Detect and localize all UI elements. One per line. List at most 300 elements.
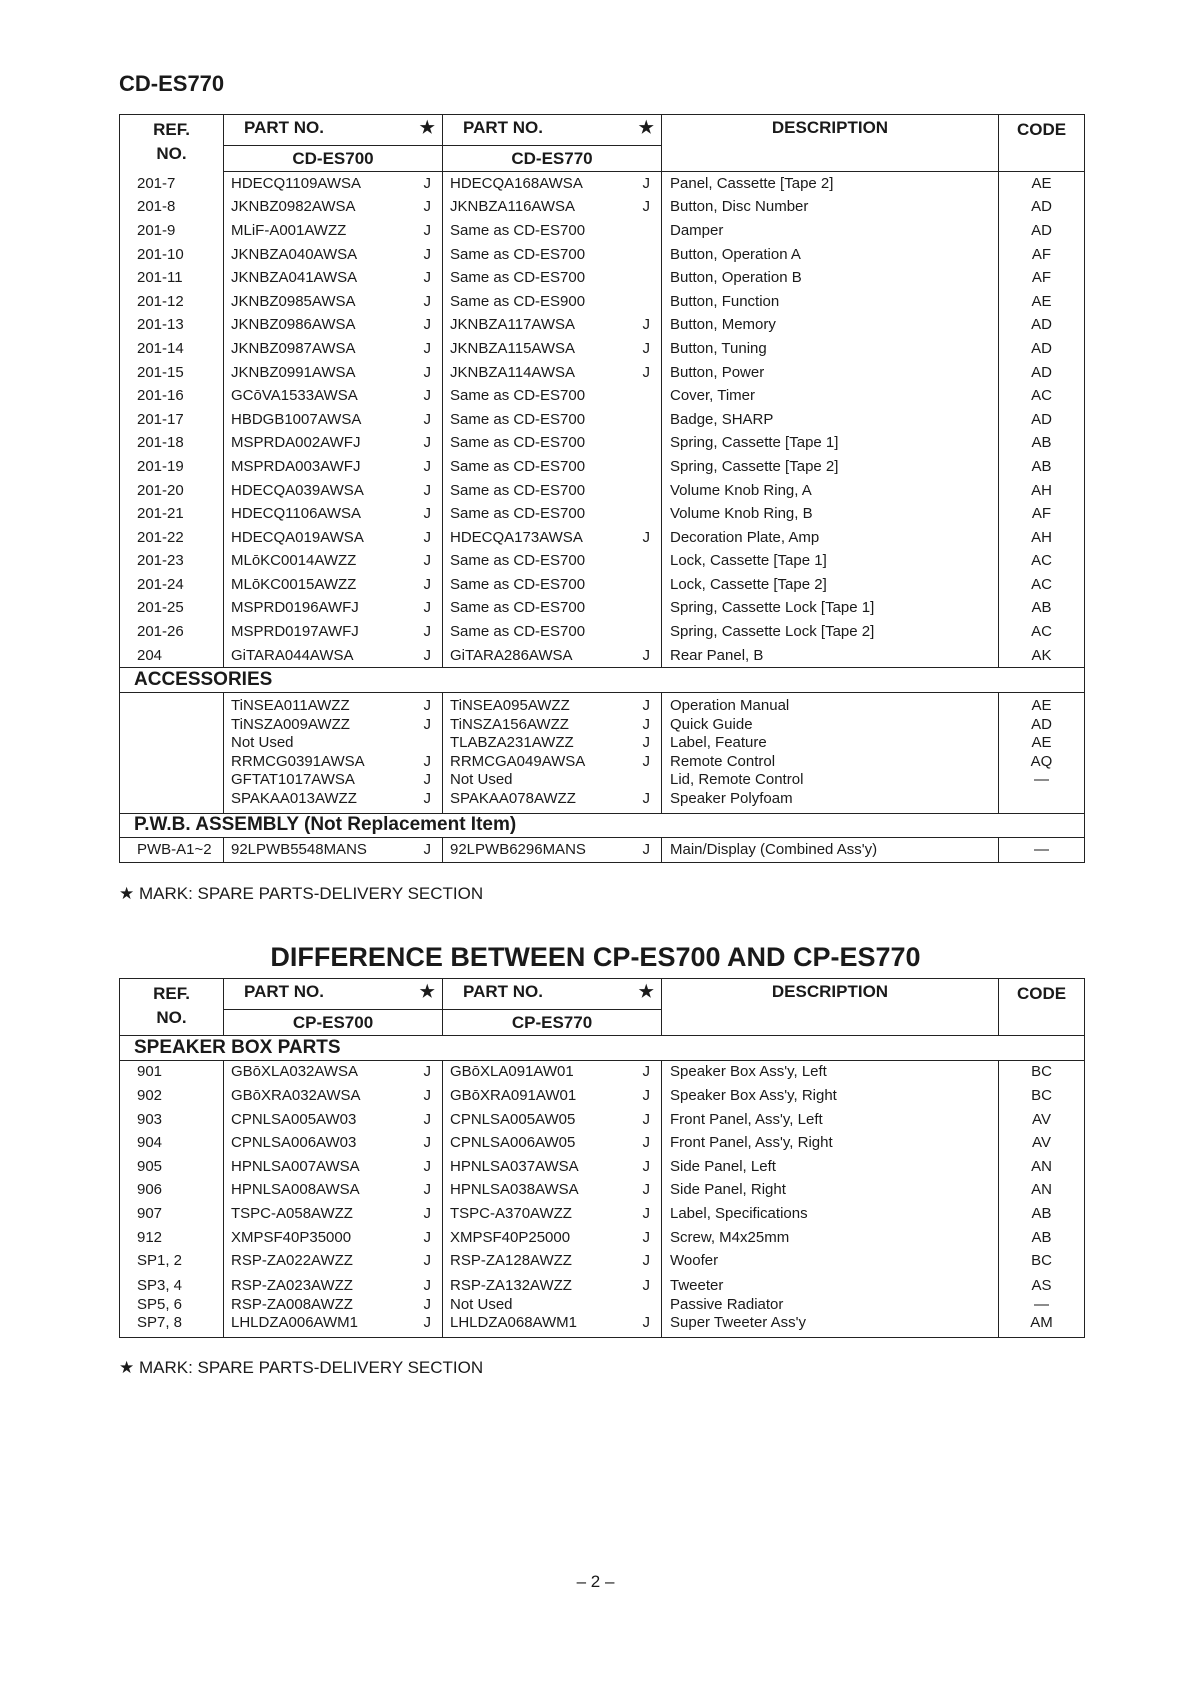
part-no-1-cell: RSP-ZA022AWZZ — [224, 1249, 413, 1273]
table-row — [120, 620, 1085, 644]
list-item: RSP-ZA008AWZZ — [231, 1295, 353, 1313]
star-1-cell: J — [413, 408, 443, 432]
code-cell: BC — [999, 1060, 1085, 1084]
part-no-2-cell: Same as CD-ES700 — [443, 408, 632, 432]
accessories-code — [999, 693, 1085, 814]
ref-no-cell: 201-8 — [120, 196, 224, 220]
code-cell: AN — [999, 1179, 1085, 1203]
ref-no-cell: 201-25 — [120, 597, 224, 621]
list-item: J — [423, 752, 431, 770]
star-1-cell: J — [413, 219, 443, 243]
accessories-ref-cell — [120, 693, 224, 814]
list-item: RRMCG0391AWSA — [231, 752, 365, 770]
speaker-compact-block — [120, 1273, 1085, 1337]
code-cell: AD — [999, 361, 1085, 385]
part-no-header-2: PART NO. — [443, 115, 632, 146]
description-cell: Badge, SHARP — [662, 408, 999, 432]
part-no-2-cell: Same as CD-ES700 — [443, 573, 632, 597]
star-1-cell: J — [413, 597, 443, 621]
star-2-cell — [632, 479, 662, 503]
pwb-section-title: P.W.B. ASSEMBLY (Not Replacement Item) — [120, 813, 1085, 838]
star-1-cell: J — [413, 1179, 443, 1203]
star-1-cell: J — [413, 243, 443, 267]
list-item: TiNSZA009AWZZ — [231, 715, 350, 733]
part-no-2-cell: Same as CD-ES700 — [443, 597, 632, 621]
star-1-cell: J — [413, 1249, 443, 1273]
accessories-star-1 — [413, 693, 443, 814]
star-1-cell: J — [413, 314, 443, 338]
list-item: J — [423, 1295, 431, 1313]
star-1-cell: J — [413, 432, 443, 456]
list-item: AE — [1031, 734, 1052, 752]
code-cell: AF — [999, 266, 1085, 290]
description-cell: Spring, Cassette Lock [Tape 1] — [662, 597, 999, 621]
description-cell: Decoration Plate, Amp — [662, 526, 999, 550]
star-2-cell — [632, 266, 662, 290]
table-row — [120, 384, 1085, 408]
star-2-cell: J — [632, 172, 662, 196]
part-no-1-cell: HPNLSA008AWSA — [224, 1179, 413, 1203]
list-item: Not Used — [450, 771, 513, 789]
star-1-cell: J — [413, 384, 443, 408]
code-cell: AD — [999, 337, 1085, 361]
star-2-cell — [632, 550, 662, 574]
star-2-cell: J — [632, 1060, 662, 1084]
list-item: Operation Manual — [670, 697, 790, 715]
description-cell: Button, Operation A — [662, 243, 999, 267]
accessories-part-no-2 — [443, 693, 632, 814]
code-header: CODE — [999, 979, 1085, 1036]
list-item — [632, 771, 662, 790]
star-1-cell: J — [413, 644, 443, 668]
star-2-cell — [632, 243, 662, 267]
part-no-1-cell: HDECQ1106AWSA — [224, 502, 413, 526]
part-no-2-cell: JKNBZA117AWSA — [443, 314, 632, 338]
description-cell: Lock, Cassette [Tape 1] — [662, 550, 999, 574]
star-2-cell — [632, 502, 662, 526]
table-row — [120, 1155, 1085, 1179]
part-no-1-cell: GCōVA1533AWSA — [224, 384, 413, 408]
description-cell: Spring, Cassette Lock [Tape 2] — [662, 620, 999, 644]
speaker-part-no-1 — [224, 1273, 413, 1337]
star-2-cell — [632, 290, 662, 314]
ref-no-cell: 201-17 — [120, 408, 224, 432]
accessories-part-no-1 — [224, 693, 413, 814]
star-1-cell: J — [413, 361, 443, 385]
ref-no-cell: 201-18 — [120, 432, 224, 456]
accessories-description — [662, 693, 999, 814]
code-cell: AB — [999, 432, 1085, 456]
star-1-cell: J — [413, 1155, 443, 1179]
part-no-1-cell: JKNBZ0986AWSA — [224, 314, 413, 338]
description-header: DESCRIPTION — [662, 115, 999, 172]
part-no-header-1: PART NO. — [224, 115, 413, 146]
ref-no-cell: 904 — [120, 1131, 224, 1155]
code-cell: AH — [999, 479, 1085, 503]
list-item: — — [1034, 1295, 1049, 1313]
list-item: J — [642, 752, 650, 770]
ref-no-cell: 201-23 — [120, 550, 224, 574]
list-item — [999, 790, 1084, 809]
description-cell: Main/Display (Combined Ass'y) — [662, 838, 999, 863]
list-item: SPAKAA078AWZZ — [450, 790, 576, 808]
table-row — [120, 361, 1085, 385]
model-header-1: CP-ES700 — [224, 1010, 443, 1036]
table-row — [120, 1131, 1085, 1155]
list-item: Lid, Remote Control — [670, 771, 804, 789]
star-header-1: ★ — [413, 115, 443, 146]
ref-no-cell: SP1, 2 — [120, 1249, 224, 1273]
part-no-2-cell: HPNLSA038AWSA — [443, 1179, 632, 1203]
description-cell: Lock, Cassette [Tape 2] — [662, 573, 999, 597]
part-no-1-cell: GBōXRA032AWSA — [224, 1084, 413, 1108]
footnote-star-mark: ★ MARK: SPARE PARTS-DELIVERY SECTION — [119, 884, 484, 903]
part-no-2-cell: Same as CD-ES700 — [443, 243, 632, 267]
ref-no-cell: 201-15 — [120, 361, 224, 385]
code-cell: AC — [999, 620, 1085, 644]
list-item: TiNSEA011AWZZ — [231, 697, 350, 715]
accessories-section-title: ACCESSORIES — [120, 668, 1085, 693]
table-row — [120, 1202, 1085, 1226]
part-no-1-cell: MSPRD0196AWFJ — [224, 597, 413, 621]
list-item: AD — [1031, 715, 1052, 733]
part-no-1-cell: HDECQA019AWSA — [224, 526, 413, 550]
ref-no-cell: 204 — [120, 644, 224, 668]
part-no-2-cell: Same as CD-ES900 — [443, 290, 632, 314]
star-1-cell: J — [413, 573, 443, 597]
star-1-cell: J — [413, 337, 443, 361]
list-item: J — [423, 697, 431, 715]
ref-no-cell: 201-13 — [120, 314, 224, 338]
list-item: SP3, 4 — [137, 1276, 183, 1294]
speaker-box-section-title: SPEAKER BOX PARTS — [120, 1036, 1085, 1061]
description-cell: Rear Panel, B — [662, 644, 999, 668]
part-no-1-cell: MLōKC0014AWZZ — [224, 550, 413, 574]
ref-no-header: REF. NO. — [120, 979, 224, 1036]
table-row — [120, 479, 1085, 503]
description-cell: Spring, Cassette [Tape 1] — [662, 432, 999, 456]
ref-no-cell: 201-21 — [120, 502, 224, 526]
part-no-2-cell: GBōXRA091AW01 — [443, 1084, 632, 1108]
star-2-cell — [632, 455, 662, 479]
list-item: SP7, 8 — [137, 1314, 183, 1332]
description-cell: Volume Knob Ring, B — [662, 502, 999, 526]
table-row — [120, 408, 1085, 432]
table-row — [120, 1084, 1085, 1108]
description-cell: Cover, Timer — [662, 384, 999, 408]
part-no-2-cell: XMPSF40P25000 — [443, 1226, 632, 1250]
part-no-1-cell: JKNBZ0987AWSA — [224, 337, 413, 361]
star-2-cell: J — [632, 1084, 662, 1108]
list-item: TiNSEA095AWZZ — [450, 697, 570, 715]
code-cell: AD — [999, 408, 1085, 432]
table-row — [120, 243, 1085, 267]
ref-no-cell: 905 — [120, 1155, 224, 1179]
code-cell: AB — [999, 1202, 1085, 1226]
ref-no-cell: 906 — [120, 1179, 224, 1203]
accessories-star-2 — [632, 693, 662, 814]
ref-no-cell: 907 — [120, 1202, 224, 1226]
description-header: DESCRIPTION — [662, 979, 999, 1036]
speaker-star-2 — [632, 1273, 662, 1337]
footnote-star-mark: ★ MARK: SPARE PARTS-DELIVERY SECTION — [119, 1358, 484, 1377]
star-1-cell: J — [413, 1226, 443, 1250]
description-cell: Front Panel, Ass'y, Left — [662, 1108, 999, 1132]
table-row — [120, 1226, 1085, 1250]
list-item: J — [423, 1314, 431, 1332]
description-cell: Button, Tuning — [662, 337, 999, 361]
star-1-cell: J — [413, 196, 443, 220]
description-cell: Damper — [662, 219, 999, 243]
star-2-cell: J — [632, 196, 662, 220]
list-item: Super Tweeter Ass'y — [670, 1314, 806, 1332]
table-row — [120, 1179, 1085, 1203]
star-2-cell: J — [632, 1108, 662, 1132]
part-no-1-cell: MSPRDA003AWFJ — [224, 455, 413, 479]
star-2-cell: J — [632, 526, 662, 550]
code-cell: AD — [999, 196, 1085, 220]
part-no-2-cell: Same as CD-ES700 — [443, 266, 632, 290]
part-no-1-cell: HPNLSA007AWSA — [224, 1155, 413, 1179]
part-no-1-cell: MLiF-A001AWZZ — [224, 219, 413, 243]
description-cell: Woofer — [662, 1249, 999, 1273]
list-item: J — [642, 715, 650, 733]
part-no-2-cell: Same as CD-ES700 — [443, 455, 632, 479]
star-2-cell: J — [632, 644, 662, 668]
list-item: TLABZA231AWZZ — [450, 734, 574, 752]
code-cell: AV — [999, 1131, 1085, 1155]
page-number: – 2 – — [576, 1572, 615, 1591]
ref-no-cell: 201-7 — [120, 172, 224, 196]
part-no-2-cell: JKNBZA114AWSA — [443, 361, 632, 385]
code-cell: AC — [999, 550, 1085, 574]
code-cell: AE — [999, 290, 1085, 314]
description-cell: Button, Operation B — [662, 266, 999, 290]
code-header: CODE — [999, 115, 1085, 172]
list-item: Not Used — [231, 734, 294, 752]
table-row — [120, 266, 1085, 290]
model-heading: CD-ES770 — [119, 71, 225, 96]
part-no-1-cell: XMPSF40P35000 — [224, 1226, 413, 1250]
ref-no-cell: 201-16 — [120, 384, 224, 408]
part-no-1-cell: GBōXLA032AWSA — [224, 1060, 413, 1084]
part-no-2-cell: JKNBZA115AWSA — [443, 337, 632, 361]
parts-table-cp-es770 — [119, 978, 1085, 1338]
ref-no-cell: 201-24 — [120, 573, 224, 597]
star-2-cell: J — [632, 1179, 662, 1203]
table-row — [120, 1249, 1085, 1273]
table-row — [120, 314, 1085, 338]
star-2-cell — [632, 408, 662, 432]
list-item: RSP-ZA132AWZZ — [450, 1276, 572, 1294]
ref-no-cell: 902 — [120, 1084, 224, 1108]
model-header-2: CD-ES770 — [443, 146, 662, 172]
part-no-1-cell: HDECQA039AWSA — [224, 479, 413, 503]
table-row — [120, 838, 1085, 863]
star-header-2: ★ — [632, 115, 662, 146]
table-row — [120, 550, 1085, 574]
code-cell: AF — [999, 502, 1085, 526]
ref-no-cell: 912 — [120, 1226, 224, 1250]
list-item: J — [642, 1314, 650, 1332]
table-row — [120, 644, 1085, 668]
code-cell: AN — [999, 1155, 1085, 1179]
part-no-2-cell: Same as CD-ES700 — [443, 620, 632, 644]
part-no-2-cell: CPNLSA005AW05 — [443, 1108, 632, 1132]
table-row — [120, 526, 1085, 550]
part-no-1-cell: JKNBZ0982AWSA — [224, 196, 413, 220]
part-no-2-cell: Same as CD-ES700 — [443, 479, 632, 503]
part-no-1-cell: JKNBZ0985AWSA — [224, 290, 413, 314]
description-cell: Button, Memory — [662, 314, 999, 338]
star-1-cell: J — [413, 1084, 443, 1108]
speaker-code — [999, 1273, 1085, 1337]
table-row — [120, 219, 1085, 243]
part-no-1-cell: CPNLSA006AW03 — [224, 1131, 413, 1155]
star-2-cell: J — [632, 1249, 662, 1273]
code-cell: AF — [999, 243, 1085, 267]
star-2-cell: J — [632, 1202, 662, 1226]
parts-table-cd-es770 — [119, 114, 1085, 863]
ref-no-cell: 201-9 — [120, 219, 224, 243]
list-item: Not Used — [450, 1295, 513, 1313]
code-cell: — — [999, 838, 1085, 863]
part-no-1-cell: MSPRDA002AWFJ — [224, 432, 413, 456]
part-no-1-cell: 92LPWB5548MANS — [224, 838, 413, 863]
table-row — [120, 196, 1085, 220]
table-row — [120, 455, 1085, 479]
description-cell: Side Panel, Right — [662, 1179, 999, 1203]
speaker-description — [662, 1273, 999, 1337]
list-item: J — [642, 697, 650, 715]
model-header-1: CD-ES700 — [224, 146, 443, 172]
code-cell: AE — [999, 172, 1085, 196]
part-no-2-cell: JKNBZA116AWSA — [443, 196, 632, 220]
star-2-cell — [632, 432, 662, 456]
ref-no-cell: 201-12 — [120, 290, 224, 314]
description-cell: Side Panel, Left — [662, 1155, 999, 1179]
part-no-1-cell: JKNBZA040AWSA — [224, 243, 413, 267]
star-1-cell: J — [413, 526, 443, 550]
ref-no-cell: 201-14 — [120, 337, 224, 361]
star-2-cell: J — [632, 1131, 662, 1155]
part-no-2-cell: Same as CD-ES700 — [443, 219, 632, 243]
description-cell: Speaker Box Ass'y, Left — [662, 1060, 999, 1084]
list-item: SP5, 6 — [137, 1295, 183, 1313]
part-no-2-cell: Same as CD-ES700 — [443, 432, 632, 456]
list-item: LHLDZA006AWM1 — [231, 1314, 358, 1332]
table-row — [120, 597, 1085, 621]
star-2-cell — [632, 219, 662, 243]
star-2-cell: J — [632, 1226, 662, 1250]
star-1-cell: J — [413, 479, 443, 503]
ref-no-header: REF. NO. — [120, 115, 224, 172]
list-item — [632, 1296, 662, 1315]
ref-no-cell: 201-26 — [120, 620, 224, 644]
part-no-2-cell: Same as CD-ES700 — [443, 502, 632, 526]
star-header-2: ★ — [632, 979, 662, 1010]
ref-no-cell: 901 — [120, 1060, 224, 1084]
table-row — [120, 573, 1085, 597]
part-no-2-cell: HDECQA173AWSA — [443, 526, 632, 550]
part-no-header-1: PART NO. — [224, 979, 413, 1010]
star-1-cell: J — [413, 1108, 443, 1132]
part-no-2-cell: GiTARA286AWSA — [443, 644, 632, 668]
part-no-2-cell: 92LPWB6296MANS — [443, 838, 632, 863]
description-cell: Panel, Cassette [Tape 2] — [662, 172, 999, 196]
list-item: J — [642, 1276, 650, 1294]
star-2-cell — [632, 597, 662, 621]
table-row — [120, 337, 1085, 361]
list-item: J — [423, 1276, 431, 1294]
part-no-2-cell: GBōXLA091AW01 — [443, 1060, 632, 1084]
star-2-cell: J — [632, 838, 662, 863]
part-no-1-cell: HDECQ1109AWSA — [224, 172, 413, 196]
code-cell: AD — [999, 314, 1085, 338]
star-2-cell: J — [632, 1155, 662, 1179]
list-item: J — [423, 771, 431, 789]
star-1-cell: J — [413, 290, 443, 314]
star-2-cell: J — [632, 314, 662, 338]
description-cell: Volume Knob Ring, A — [662, 479, 999, 503]
ref-no-cell: 201-20 — [120, 479, 224, 503]
star-1-cell: J — [413, 550, 443, 574]
accessories-block — [120, 693, 1085, 814]
code-cell: AH — [999, 526, 1085, 550]
ref-no-cell: 201-19 — [120, 455, 224, 479]
code-cell: AB — [999, 597, 1085, 621]
star-2-cell: J — [632, 361, 662, 385]
part-no-2-cell: HPNLSA037AWSA — [443, 1155, 632, 1179]
list-item: J — [642, 790, 650, 808]
table-row — [120, 172, 1085, 196]
part-no-2-cell: TSPC-A370AWZZ — [443, 1202, 632, 1226]
code-cell: AC — [999, 573, 1085, 597]
table-row — [120, 290, 1085, 314]
part-no-1-cell: MSPRD0197AWFJ — [224, 620, 413, 644]
part-no-1-cell: JKNBZ0991AWSA — [224, 361, 413, 385]
table-row — [120, 1108, 1085, 1132]
description-cell: Button, Disc Number — [662, 196, 999, 220]
code-cell: AB — [999, 455, 1085, 479]
part-no-2-cell: HDECQA168AWSA — [443, 172, 632, 196]
table-row — [120, 502, 1085, 526]
part-no-1-cell: MLōKC0015AWZZ — [224, 573, 413, 597]
list-item: AM — [1030, 1314, 1053, 1332]
list-item: Passive Radiator — [670, 1295, 784, 1313]
list-item: J — [423, 715, 431, 733]
speaker-ref-cell — [120, 1273, 224, 1337]
list-item: LHLDZA068AWM1 — [450, 1314, 577, 1332]
code-cell: BC — [999, 1084, 1085, 1108]
speaker-star-1 — [413, 1273, 443, 1337]
star-1-cell: J — [413, 455, 443, 479]
list-item: RSP-ZA023AWZZ — [231, 1276, 353, 1294]
speaker-part-no-2 — [443, 1273, 632, 1337]
star-2-cell — [632, 573, 662, 597]
code-cell: AK — [999, 644, 1085, 668]
list-item: TiNSZA156AWZZ — [450, 715, 569, 733]
star-1-cell: J — [413, 620, 443, 644]
star-2-cell — [632, 384, 662, 408]
list-item: SPAKAA013AWZZ — [231, 790, 357, 808]
star-2-cell: J — [632, 337, 662, 361]
table-row — [120, 432, 1085, 456]
star-1-cell: J — [413, 172, 443, 196]
list-item — [413, 734, 443, 753]
description-cell: Button, Power — [662, 361, 999, 385]
list-item: — — [1034, 771, 1049, 789]
